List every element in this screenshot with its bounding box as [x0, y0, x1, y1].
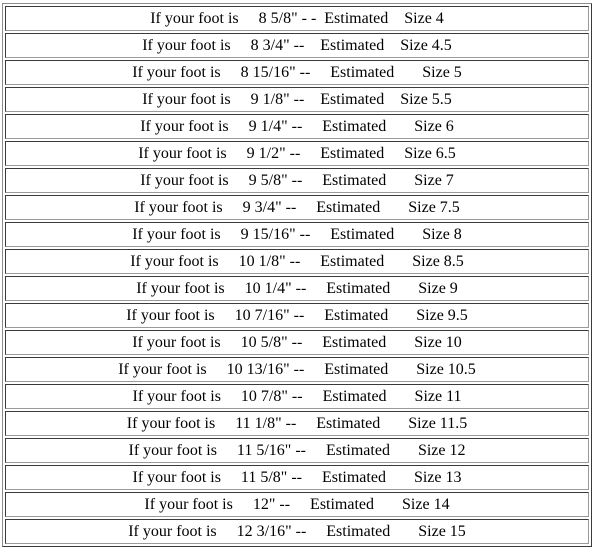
size-row-cell: If your foot is 9 1/4" -- Estimated Size 6	[5, 114, 589, 139]
size-row-cell: If your foot is 12 3/16" -- Estimated Size 15	[5, 519, 589, 544]
table-row	[5, 492, 589, 517]
size-row-cell: If your foot is 12" -- Estimated Size 14	[5, 492, 589, 517]
table-row	[5, 384, 589, 409]
table-row	[5, 222, 589, 247]
size-row-cell: If your foot is 11 1/8" -- Estimated Size 11.5	[5, 411, 589, 436]
table-row	[5, 519, 589, 544]
shoe-size-chart-table	[2, 3, 592, 547]
table-row	[5, 330, 589, 355]
table-row	[5, 195, 589, 220]
size-row-cell: If your foot is 10 5/8" -- Estimated Size 10	[5, 330, 589, 355]
table-row	[5, 6, 589, 31]
size-row-cell: If your foot is 9 15/16" -- Estimated Size 8	[5, 222, 589, 247]
size-row-cell: If your foot is 10 7/8" -- Estimated Size 11	[5, 384, 589, 409]
size-row-cell: If your foot is 10 1/4" -- Estimated Size 9	[5, 276, 589, 301]
table-row	[5, 465, 589, 490]
size-row-cell: If your foot is 9 3/4" -- Estimated Size 7.5	[5, 195, 589, 220]
table-row	[5, 249, 589, 274]
size-row-cell: If your foot is 11 5/8" -- Estimated Size 13	[5, 465, 589, 490]
table-row	[5, 276, 589, 301]
table-row	[5, 114, 589, 139]
size-row-cell: If your foot is 8 3/4" -- Estimated Size 4.5	[5, 33, 589, 58]
table-row	[5, 33, 589, 58]
size-row-cell: If your foot is 8 15/16" -- Estimated Size 5	[5, 60, 589, 85]
table-row	[5, 411, 589, 436]
table-row	[5, 357, 589, 382]
table-row	[5, 438, 589, 463]
size-row-cell: If your foot is 9 5/8" -- Estimated Size 7	[5, 168, 589, 193]
size-row-cell: If your foot is 9 1/2" -- Estimated Size 6.5	[5, 141, 589, 166]
table-row	[5, 141, 589, 166]
size-row-cell: If your foot is 10 1/8" -- Estimated Size 8.5	[5, 249, 589, 274]
size-row-cell: If your foot is 10 7/16" -- Estimated Size 9.5	[5, 303, 589, 328]
table-row	[5, 303, 589, 328]
size-row-cell: If your foot is 10 13/16" -- Estimated Size 10.5	[5, 357, 589, 382]
table-row	[5, 168, 589, 193]
shoe-size-chart-body	[5, 6, 589, 544]
table-row	[5, 87, 589, 112]
size-row-cell: If your foot is 8 5/8" - - Estimated Size 4	[5, 6, 589, 31]
size-row-cell: If your foot is 11 5/16" -- Estimated Size 12	[5, 438, 589, 463]
table-row	[5, 60, 589, 85]
size-row-cell: If your foot is 9 1/8" -- Estimated Size 5.5	[5, 87, 589, 112]
